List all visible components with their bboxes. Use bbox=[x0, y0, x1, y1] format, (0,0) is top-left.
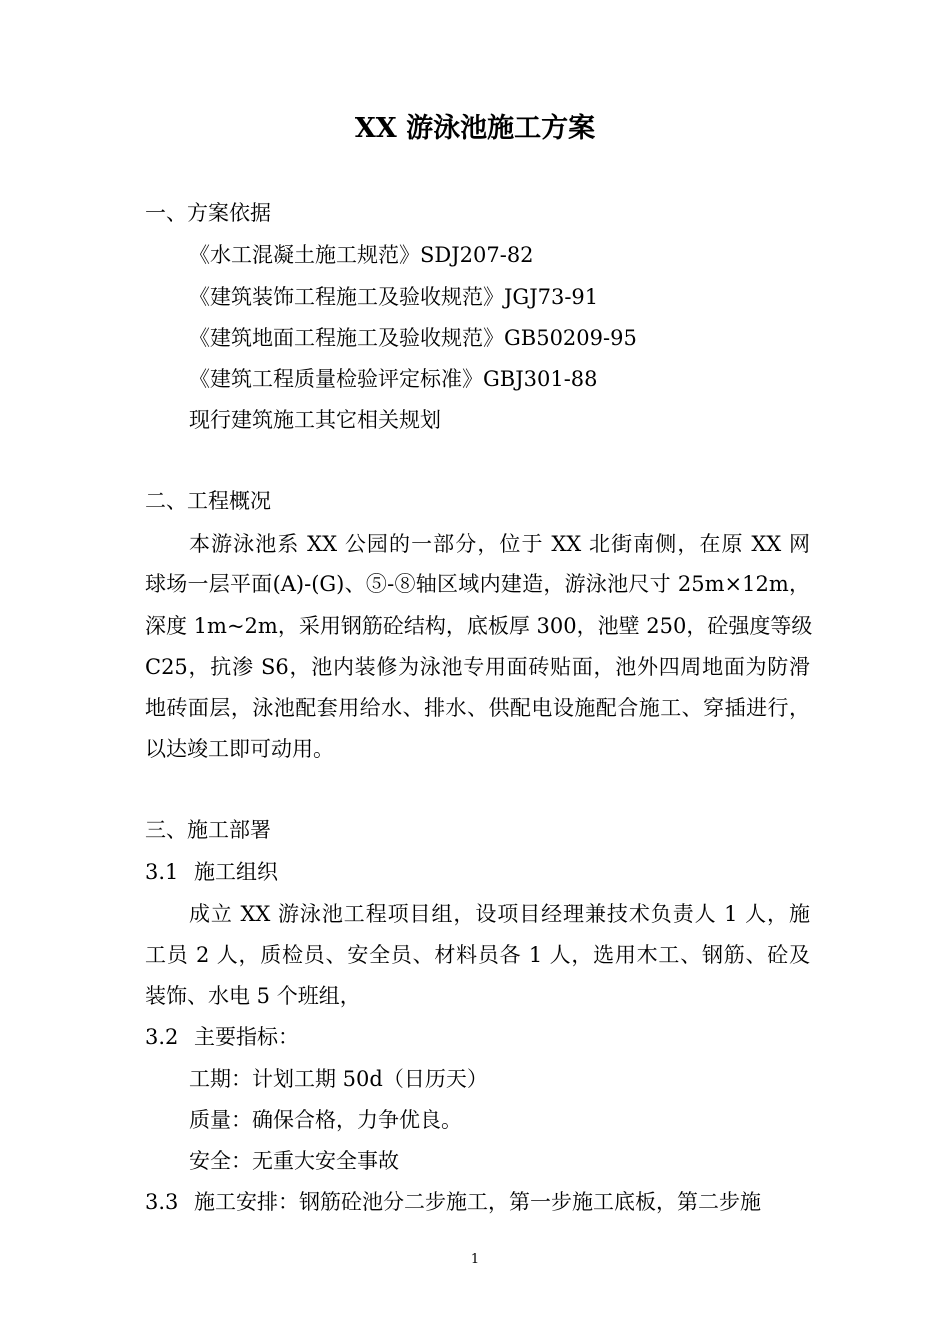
basis-item: 《建筑工程质量检验评定标准》GBJ301-88 bbox=[189, 367, 598, 391]
overview-line: 深度 1m~2m，采用钢筋砼结构，底板厚 300，池壁 250，砼强度等级 bbox=[145, 614, 813, 638]
subsection-title: 施工安排：钢筋砼池分二步施工，第一步施工底板，第二步施 bbox=[194, 1190, 761, 1214]
subsection-title: 施工组织 bbox=[194, 860, 278, 884]
indicator-item: 工期：计划工期 50d（日历天） bbox=[189, 1067, 488, 1091]
indicator-item: 质量：确保合格，力争优良。 bbox=[189, 1108, 462, 1132]
overview-line: C25，抗渗 S6，池内装修为泳池专用面砖贴面，池外四周地面为防滑 bbox=[145, 655, 810, 679]
basis-item: 《建筑装饰工程施工及验收规范》JGJ73-91 bbox=[189, 285, 599, 309]
page-number: 1 bbox=[470, 1252, 480, 1267]
subsection-3-3 bbox=[145, 1189, 810, 1215]
subsection-number: 3.3 bbox=[145, 1190, 179, 1214]
overview-line: 本游泳池系 XX 公园的一部分，位于 XX 北街南侧，在原 XX 网 bbox=[189, 532, 810, 556]
basis-item: 《建筑地面工程施工及验收规范》GB50209-95 bbox=[189, 326, 637, 350]
section-heading-overview: 二、工程概况 bbox=[145, 489, 271, 513]
overview-line: 地砖面层，泳池配套用给水、排水、供配电设施配合施工、穿插进行， bbox=[145, 696, 810, 720]
subsection-3-1 bbox=[145, 859, 810, 885]
organization-line: 成立 XX 游泳池工程项目组，设项目经理兼技术负责人 1 人，施 bbox=[189, 902, 810, 926]
indicator-item: 安全：无重大安全事故 bbox=[189, 1149, 399, 1173]
document-title: XX 游泳池施工方案 bbox=[354, 113, 596, 144]
overview-line: 球场一层平面(A)-(G)、⑤-⑧轴区域内建造，游泳池尺寸 25m×12m， bbox=[145, 572, 810, 596]
overview-line: 以达竣工即可动用。 bbox=[145, 737, 334, 761]
section-heading-basis: 一、方案依据 bbox=[145, 201, 271, 225]
subsection-3-2 bbox=[145, 1024, 810, 1050]
subsection-number: 3.2 bbox=[145, 1025, 179, 1049]
organization-line: 装饰、水电 5 个班组， bbox=[145, 984, 361, 1008]
subsection-title: 主要指标： bbox=[194, 1025, 299, 1049]
section-heading-deployment: 三、施工部署 bbox=[145, 818, 271, 842]
basis-item: 现行建筑施工其它相关规划 bbox=[189, 408, 441, 432]
organization-line: 工员 2 人，质检员、安全员、材料员各 1 人，选用木工、钢筋、砼及 bbox=[145, 943, 810, 967]
subsection-number: 3.1 bbox=[145, 860, 179, 884]
basis-item: 《水工混凝土施工规范》SDJ207-82 bbox=[189, 243, 534, 267]
